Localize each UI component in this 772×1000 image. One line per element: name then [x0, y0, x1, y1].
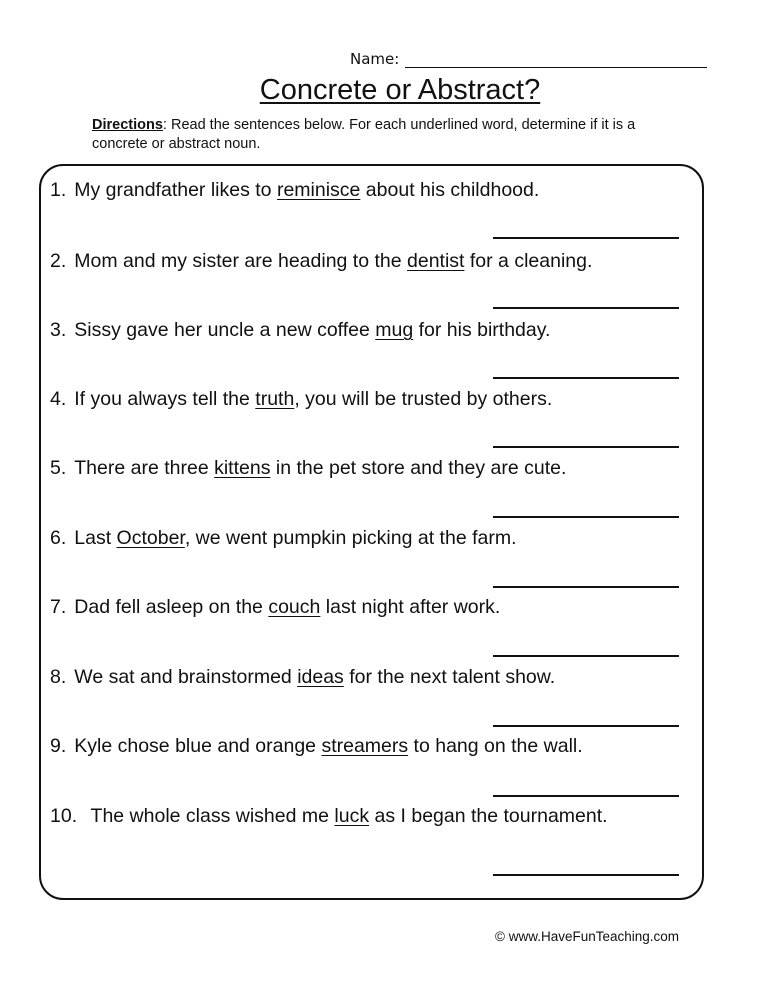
directions [92, 116, 682, 154]
question-number: 1. [50, 179, 67, 201]
name-field [350, 44, 710, 68]
question-text-after: , you will be trusted by others. [294, 388, 553, 410]
question-text-before: Dad fell asleep on the [74, 596, 269, 618]
question-text-after: for the next talent show. [343, 666, 556, 688]
question-text-before: There are three [74, 457, 215, 479]
question-number: 7. [50, 596, 67, 618]
answer-line-4[interactable] [493, 446, 679, 448]
copyright-footer: © www.HaveFunTeaching.com [495, 929, 680, 944]
directions-text: : Read the sentences below. For each underlined word, determine if it is a concrete or abstract noun. [92, 117, 636, 152]
underlined-noun: reminisce [276, 179, 361, 201]
question-7 [50, 595, 500, 619]
question-number: 9. [50, 735, 67, 757]
answer-line-2[interactable] [493, 307, 679, 309]
question-4 [50, 387, 552, 411]
underlined-noun: mug [375, 319, 414, 341]
question-text-after: to hang on the wall. [408, 735, 583, 757]
underlined-noun: dentist [407, 250, 465, 272]
question-9 [50, 734, 583, 758]
name-label: Name: [350, 50, 400, 68]
underlined-noun: couch [268, 596, 321, 618]
question-text-before: My grandfather likes to [74, 179, 277, 201]
question-text-before: Kyle chose blue and orange [74, 735, 322, 757]
question-text-before: Mom and my sister are heading to the [74, 250, 408, 272]
answer-line-9[interactable] [493, 795, 679, 797]
question-3 [50, 318, 550, 342]
underlined-noun: kittens [214, 457, 271, 479]
question-6 [50, 526, 517, 550]
name-blank-line[interactable] [405, 51, 707, 68]
question-text-after: in the pet store and they are cute. [270, 457, 567, 479]
question-10 [50, 804, 608, 828]
question-text-after: last night after work. [320, 596, 501, 618]
underlined-noun: October [116, 527, 185, 549]
question-text-before: If you always tell the [74, 388, 256, 410]
question-text-before: Last [74, 527, 117, 549]
question-8 [50, 665, 555, 689]
question-number: 3. [50, 319, 67, 341]
question-5 [50, 456, 566, 480]
question-text-before: The whole class wished me [90, 805, 335, 827]
underlined-noun: luck [334, 805, 370, 827]
worksheet-title: Concrete or Abstract? [259, 74, 541, 106]
answer-line-6[interactable] [493, 586, 679, 588]
question-2 [50, 249, 592, 273]
question-text-after: for a cleaning. [464, 250, 593, 272]
question-text-after: for his birthday. [413, 319, 551, 341]
question-text-after: about his childhood. [360, 179, 540, 201]
answer-line-5[interactable] [493, 516, 679, 518]
answer-line-10[interactable] [493, 874, 679, 876]
question-number: 2. [50, 250, 67, 272]
question-1 [50, 178, 539, 202]
question-text-before: We sat and brainstormed [74, 666, 298, 688]
question-number: 8. [50, 666, 67, 688]
question-text-after: as I began the tournament. [369, 805, 608, 827]
question-text-after: , we went pumpkin picking at the farm. [184, 527, 517, 549]
question-number: 10. [50, 805, 83, 827]
answer-line-8[interactable] [493, 725, 679, 727]
question-number: 6. [50, 527, 67, 549]
answer-line-3[interactable] [493, 377, 679, 379]
question-number: 4. [50, 388, 67, 410]
underlined-noun: truth [255, 388, 295, 410]
answer-line-7[interactable] [493, 655, 679, 657]
question-number: 5. [50, 457, 67, 479]
question-text-before: Sissy gave her uncle a new coffee [74, 319, 376, 341]
answer-line-1[interactable] [493, 237, 679, 239]
underlined-noun: streamers [321, 735, 409, 757]
directions-label: Directions [92, 117, 163, 133]
underlined-noun: ideas [297, 666, 344, 688]
